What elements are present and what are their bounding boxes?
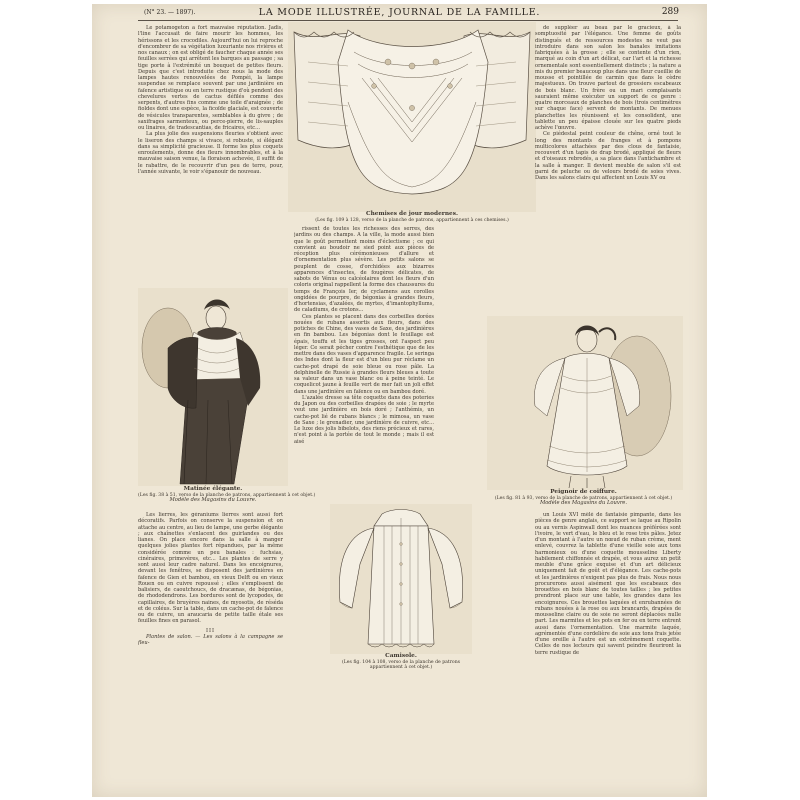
- caption-source: Modèle des Magasins du Louvre.: [169, 497, 257, 504]
- paragraph: Les lierres, les géraniums lierres sont aussi fort décoratifs. Parfois on conserve la suspension et on attache au centre, au lieu de lampe, une gerbe élégante ; aux chaînettes s'enlacent des guirlandes ou des lianes. On place encore dans la salle à manger quelques jolies plantes fort répandues, par la même considérée comme un peu banales : fuchsias, cinéraires, primevères, etc... Les plantes de serre y sont aussi leur cadre naturel. Dans les encoignures, devant les fenêtres, se disposent des jardinières en faïence de Gien et bambou, en vieux Delft ou en vieux Rouen ou en cuivre repoussé ; elles s'emplissent de balisiers, de caoutchoucs, de dracænas, de bégonias, de rhododendrons. Les bordures sont de lycopodes, de capillaires, de bruyères naines, de myosotis, de réséda et de coléus. Sur la table, dans un cache-pot de faïence ou de cuivre, un araucaria de petite taille étale ses feuilles fines en parasol.: [138, 512, 283, 625]
- camisole-illustration: [330, 504, 472, 654]
- journal-title: LA MODE ILLUSTRÉE, JOURNAL DE LA FAMILLE.: [258, 7, 541, 18]
- paragraph: un Louis XVI mêlé de fantaisie pimpante, dans les pièces de genre anglais, ce support se laque au Ripolin ou au vernis Aspinwall dont les nuances préférées sont l'ivoire, le vert d'eau, le bleu et le rose très pâles. Jetez d'un montant à l'autre un nœud de ruban crème, ment enlevé, couvrez la tablette d'une vieille soie aux tons harmonieux ou d'une coquette mousseline Liberty habilement chiffonnée et drapée, et vous aurez un petit meuble d'une grâce exquise et d'un art délicieux uniquement fait de goût et d'élégance. Les cache-pots et les jardinières n'exigent pas plus de frais. Nous nous procurerons aussi aisément que les escabeaux des brouettes en bois blanc de toutes tailles ; les petites prendront place sur une table, les grandes dans les encoignures. Ces brouettes laquées et enrubannées de rubans nouées à la rose ou aux brancards, drapées de mousseline claire ou de soie ne seront déplacées nulle part. Les marmites et les pots en fer ou en terre entrent aussi dans l'ornementation. Une marmite laquée, agrémentée d'une cordelière de soie aux tons frais jetée d'une oreille à l'autre est un extrêmement coquette. Celles de nos lecteurs qui savent peindre fleuriront la terre rustique de: [535, 512, 681, 656]
- caption-note: (Les fig. 81 à 93, verso de la planche de patrons, appartiennent à cet objet.): [494, 495, 673, 501]
- page-number: 289: [661, 7, 679, 17]
- paragraph: Ce piédestal peint couleur de chêne, orné tout le long des montants de franges et à pompons multicolores attachées par des clous de fantaisie, recouvert d'un tapis de drap brodé, appliqué de fleurs et d'oiseaux rebrodés, a sa place dans l'antichambre et la salle à manger. Il devient meuble de salon s'il est garni de peluche ou de velours brodé de soies vives. Dans les salons clairs qui affectent un Louis XV ou: [535, 131, 681, 181]
- issue-number: (N° 23. — 1897).: [144, 9, 196, 16]
- masthead-rule: [138, 20, 678, 21]
- chemises-caption: [288, 212, 536, 223]
- text-column-right-top: [535, 25, 681, 315]
- caption-source: Modèle des Magasins du Louvre.: [539, 500, 628, 507]
- caption-title: Chemises de jour modernes.: [365, 211, 459, 217]
- matinee-illustration: [138, 288, 288, 486]
- paragraph: Le potamogeton a fort mauvaise réputation. Jadis, l'line l'accusait de faire mourir les hommes, les hérissons et les crocodiles. Aujourd'hui on lui reproche d'encombrer de sa végétation luxuriante nos rivières et nos canaux ; on est obligé de faucher chaque année ses feuilles serrées qui arrêtent les barques au passage ; sa tige porte à l'extrémité un bouquet de petites fleurs. Depuis que c'est introduite chez nous la mode des lampes hautes renouvelées de Pompéi, la lampe suspendue se remplace souvent par une jardinière en faïence artistique ou en terre rustique d'où pendent des chevelures vertes de cactus défilés comme des serpents, d'autres fins comme une toile d'araignée ; de fioldes dont une espèce, la ficoïde glaciale, est couverte de vésicules transparentes, semblables à du givre ; de saxifrages sarmenteux, ou perce-pierre, de lis-sauples ou linaires, de tradescantias, de fricaires, etc...: [138, 25, 283, 131]
- caption-note: (Les fig. 109 à 128, verso de la planche de patrons, appartiennent à ces chemises.): [315, 217, 509, 223]
- caption-note: appartiennent à cet objet.): [369, 665, 433, 671]
- section-number: III: [205, 627, 216, 634]
- caption-note: (Les fig. 38 à 51, verso de la planche de patrons, appartiennent à cet objet.): [138, 492, 316, 498]
- section-lead: Plantes de salon. — Les salons à la campagne se fleu-: [138, 633, 283, 646]
- chemises-illustration: [288, 22, 536, 212]
- newspaper-page: [92, 4, 707, 797]
- camisole-caption: [322, 654, 480, 671]
- text-column-center: [294, 226, 434, 496]
- text-column-right-bottom: [535, 512, 681, 792]
- caption-title: Matinée élégante.: [183, 486, 243, 492]
- paragraph: rissent de toutes les richesses des serres, des jardins ou des champs. A la ville, la mode aussi bien que le goût permettent moins d'éclectisme ; ce qui convient au boudoir ne sied point aux pièces de réception plus cérémonieuses d'allure et d'ornementation plus sévère. Les petits salons se peuplent de cosse, d'orchidées aux bizarres apparences d'insectes, de fougères délicates, de sabots de Vénus ou calcéolaires dont les fleurs d'un coloris original rappellent la forme des chaussures du temps de François Ier, de cyclamens aux corolles ongidées de pourpre, de bégonias à grandes fleurs, d'hortensias, d'azalées, de myrtes, d'imantophyllums, de caladiums, de crotons...: [294, 226, 434, 314]
- peignoir-caption: [481, 490, 686, 507]
- peignoir-illustration: [487, 316, 683, 490]
- caption-note: (Les fig. 104 à 108, verso de la planche de patrons: [341, 659, 461, 665]
- paragraph: de suppléer au beau par le gracieux, à la somptuosité par l'élégance. Une femme de goûts distingués et de ressources modestes ne veut pas introduire dans son salon les banales imitations fabriquées à la grosse ; elle se contente d'un rien, marqué au coin d'un art délicat, car l'art et la richesse ornementale sont essentiellement distincts ; la nature a mis du premier beaucoup plus dans une fleur cueillie de mousse et pointillée de carmin que dans le cèdre majestueux. On trouve partout de grossiers escabeaux de bois blanc. Un frère ou un mari complaisants sauraient même exécuter un support de ce genre : quatre morceaux de planches de bois (trois centimètres sur chaque face) servent de montants. De menues planchettes les réunissent et les consolident, une tablette un peu épaisse clouée sur les quatre pieds achève l'œuvre.: [535, 25, 681, 131]
- matinee-caption: [138, 486, 316, 504]
- caption-title: Camisole.: [385, 653, 417, 659]
- text-column-left-bottom: [138, 512, 283, 792]
- paragraph: L'azalée dresse sa tête coquette dans des poteries du Japon ou des corbeilles drapées de soie ; le myrte veut une jardinière en bois doré ; l'anthémis, un cache-pot lié de rubans blancs ; le mimosa, un vase de Saxe ; le grenadier, une jardinière de cuivre, etc... Le luxe des jolis bibelots, des riens précieux et rares, n'est point à la portée de tout le monde ; mais il est aisé: [294, 394, 434, 445]
- text-column-left-top: [138, 25, 283, 285]
- caption-title: Peignoir de coiffure.: [550, 489, 617, 495]
- masthead: [92, 7, 707, 21]
- paragraph: La plus jolie des suspensions fleuries s'obtient avec le liseron des champs si vivace, si robuste, si élégant dans sa simplicité gracieuse. Il forme les plus coquets enroulements, donne des fleurs innombrables, et à la mauvaise saison venue, la floraison achevée, il suffit de le rabattre, de le recouvrir d'un peu de terre, pour, l'année suivante, le voir s'épanouir de nouveau.: [138, 131, 283, 175]
- paragraph: Ces plantes se placent dans des corbeilles dorées nouées de rubans assortis aux fleurs, dans des potiches de Chine, des vases de Saxe, des jardinières en fin bambou. Les bégonias dont le feuillage est épais, touffu et les tiges grosses, ont l'aspect peu léger. Ce serait pécher contre l'esthétique que de les mettre dans des vases d'apparence fragile. Le seringa des Indes dont la fleur est d'un bleu pur réclame un cache-pot drapé de soie bleue ou rose pâle. La delphinelle de Russie à grandes fleurs bleues a toute sa valeur dans un vase blanc ou à peine teinté. Le coquelicot jaune à feuille vert de mer fait un joli effet dans une jardinière en faïence ou en bambou doré.: [294, 313, 434, 395]
